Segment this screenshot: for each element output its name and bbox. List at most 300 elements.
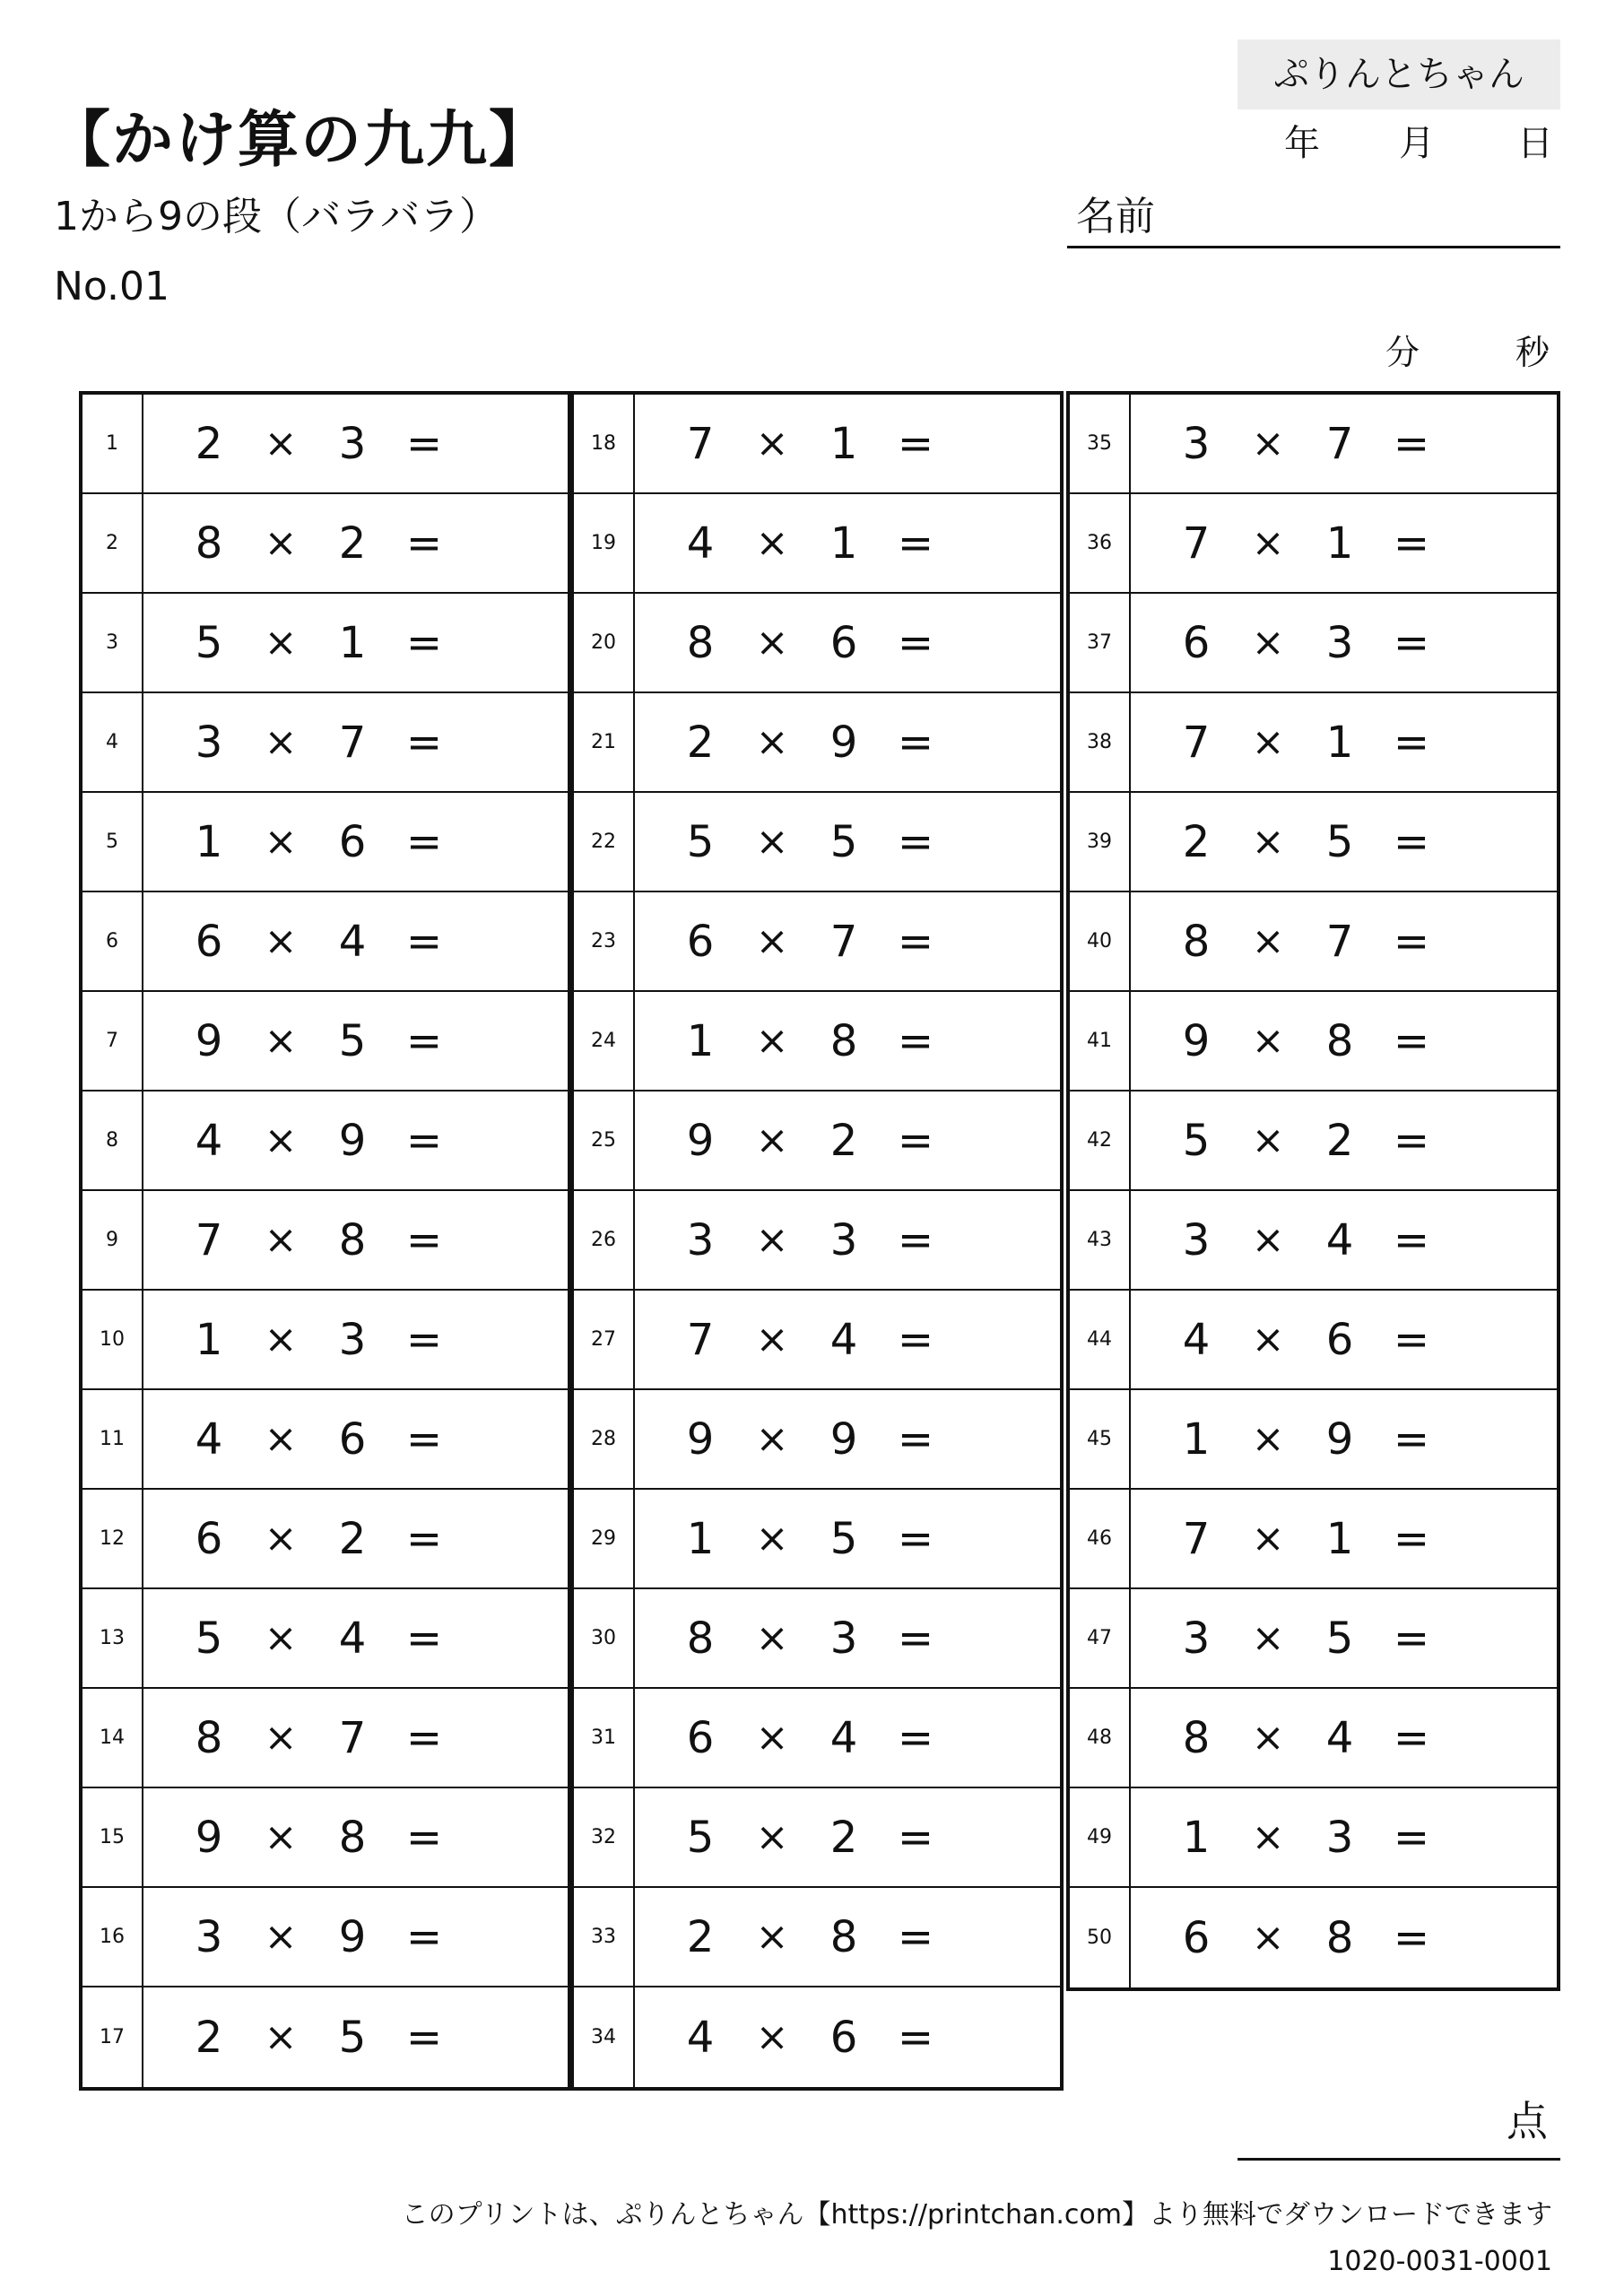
problem-number: 40 [1070, 892, 1131, 990]
footer-code: 1020-0031-0001 [1327, 2246, 1552, 2277]
multiplicand: 8 [195, 517, 223, 569]
multiplicand: 9 [195, 1812, 223, 1863]
problem-expression [633, 1390, 1060, 1488]
multiplicand: 7 [1182, 1513, 1211, 1564]
multiplicand: 1 [1182, 1812, 1211, 1863]
times-sign: × [755, 520, 789, 566]
multiplicand: 5 [686, 816, 715, 867]
problem-number: 38 [1070, 693, 1131, 791]
multiplicand: 8 [1182, 916, 1211, 967]
problem-expression [1129, 892, 1557, 990]
multiplicand: 8 [686, 617, 715, 668]
times-sign: × [264, 620, 298, 665]
problem-number: 41 [1070, 992, 1131, 1090]
multiplicand: 8 [686, 1613, 715, 1664]
problem-row [1070, 992, 1557, 1091]
multiplier: 4 [829, 1712, 858, 1763]
equals-sign: = [897, 517, 934, 569]
problem-expression [633, 892, 1060, 990]
equals-sign: = [405, 1314, 443, 1365]
multiplicand: 4 [686, 2012, 715, 2063]
multiplier: 9 [829, 717, 858, 768]
problem-number: 29 [574, 1490, 635, 1587]
problem-number: 6 [83, 892, 143, 990]
multiplier: 6 [829, 2012, 858, 2063]
times-sign: × [755, 421, 789, 466]
multiplicand: 1 [195, 816, 223, 867]
multiplicand: 1 [686, 1513, 715, 1564]
problem-expression [633, 494, 1060, 592]
multiplier: 5 [829, 1513, 858, 1564]
problem-expression [1129, 395, 1557, 492]
problem-row [574, 992, 1060, 1091]
multiplier: 3 [1325, 1812, 1354, 1863]
problem-number: 49 [1070, 1788, 1131, 1886]
equals-sign: = [897, 2012, 934, 2063]
times-sign: × [264, 1118, 298, 1163]
equals-sign: = [897, 717, 934, 768]
times-sign: × [264, 520, 298, 566]
problem-number: 50 [1070, 1888, 1131, 1987]
times-sign: × [755, 1118, 789, 1163]
problem-row [83, 1788, 568, 1888]
multiplicand: 6 [686, 916, 715, 967]
problem-row [1070, 1291, 1557, 1390]
problem-expression [1129, 1888, 1557, 1987]
times-sign: × [755, 918, 789, 964]
problem-row [1070, 1788, 1557, 1888]
problem-row [83, 1390, 568, 1490]
problem-expression [633, 1490, 1060, 1587]
multiplier: 9 [1325, 1413, 1354, 1465]
equals-sign: = [405, 418, 443, 469]
equals-sign: = [405, 1513, 443, 1564]
problem-row [1070, 494, 1557, 594]
multiplier: 1 [829, 418, 858, 469]
problem-expression [633, 693, 1060, 791]
problem-column [79, 391, 571, 2091]
times-sign: × [755, 1615, 789, 1661]
problem-number: 13 [83, 1589, 143, 1687]
multiplier: 2 [1325, 1115, 1354, 1166]
problem-expression [142, 992, 568, 1090]
problem-row [83, 1888, 568, 1987]
problem-expression [1129, 793, 1557, 891]
equals-sign: = [405, 617, 443, 668]
problem-number: 44 [1070, 1291, 1131, 1388]
problem-row [574, 693, 1060, 793]
multiplicand: 2 [195, 2012, 223, 2063]
equals-sign: = [1393, 517, 1430, 569]
problem-number: 1 [83, 395, 143, 492]
problem-expression [142, 693, 568, 791]
score-label: 点 [1507, 2097, 1548, 2145]
problem-row [1070, 594, 1557, 693]
equals-sign: = [1393, 617, 1430, 668]
problem-expression [633, 1888, 1060, 1986]
times-sign: × [1251, 918, 1285, 964]
problem-expression [633, 992, 1060, 1090]
times-sign: × [1251, 520, 1285, 566]
problem-expression [633, 1291, 1060, 1388]
times-sign: × [755, 1416, 789, 1462]
problem-row [574, 1689, 1060, 1788]
times-sign: × [755, 1814, 789, 1860]
problem-number: 20 [574, 594, 635, 691]
problem-number: 33 [574, 1888, 635, 1986]
problem-number: 23 [574, 892, 635, 990]
problem-number: 43 [1070, 1191, 1131, 1289]
problem-number: 34 [574, 1987, 635, 2087]
multiplier: 4 [338, 916, 367, 967]
worksheet-subtitle: 1から9の段（バラバラ） [54, 194, 499, 239]
problem-expression [633, 395, 1060, 492]
times-sign: × [264, 719, 298, 765]
problem-row [83, 892, 568, 992]
times-sign: × [1251, 1915, 1285, 1961]
problem-number: 35 [1070, 395, 1131, 492]
problem-number: 5 [83, 793, 143, 891]
multiplier: 2 [829, 1115, 858, 1166]
problem-expression [142, 1987, 568, 2087]
times-sign: × [755, 1317, 789, 1362]
times-sign: × [1251, 1018, 1285, 1064]
problem-expression [1129, 1191, 1557, 1289]
multiplicand: 7 [686, 1314, 715, 1365]
problem-expression [142, 892, 568, 990]
times-sign: × [755, 1715, 789, 1761]
multiplicand: 9 [195, 1015, 223, 1066]
multiplier: 3 [829, 1613, 858, 1664]
equals-sign: = [1393, 1015, 1430, 1066]
problem-number: 10 [83, 1291, 143, 1388]
multiplicand: 5 [1182, 1115, 1211, 1166]
multiplier: 5 [1325, 1613, 1354, 1664]
equals-sign: = [897, 1015, 934, 1066]
times-sign: × [264, 1615, 298, 1661]
times-sign: × [1251, 719, 1285, 765]
problem-expression [1129, 1788, 1557, 1886]
equals-sign: = [405, 2012, 443, 2063]
times-sign: × [264, 819, 298, 865]
multiplier: 3 [338, 418, 367, 469]
multiplicand: 3 [195, 1911, 223, 1962]
problem-expression [1129, 1689, 1557, 1787]
problem-row [1070, 395, 1557, 494]
problem-number: 8 [83, 1091, 143, 1189]
problem-number: 21 [574, 693, 635, 791]
problem-number: 47 [1070, 1589, 1131, 1687]
times-sign: × [1251, 421, 1285, 466]
equals-sign: = [405, 1812, 443, 1863]
problem-expression [142, 1788, 568, 1886]
multiplier: 9 [338, 1115, 367, 1166]
equals-sign: = [897, 1115, 934, 1166]
multiplicand: 8 [195, 1712, 223, 1763]
problem-row [574, 1788, 1060, 1888]
equals-sign: = [405, 816, 443, 867]
multiplier: 6 [338, 816, 367, 867]
problem-row [1070, 1689, 1557, 1788]
problem-row [1070, 693, 1557, 793]
equals-sign: = [897, 1513, 934, 1564]
problem-expression [1129, 1291, 1557, 1388]
multiplier: 6 [1325, 1314, 1354, 1365]
multiplier: 7 [1325, 418, 1354, 469]
problem-row [83, 1689, 568, 1788]
problem-column [570, 391, 1064, 2091]
problem-row [83, 494, 568, 594]
times-sign: × [1251, 1516, 1285, 1561]
times-sign: × [264, 1914, 298, 1960]
times-sign: × [1251, 1615, 1285, 1661]
equals-sign: = [405, 1911, 443, 1962]
name-line [1067, 246, 1560, 248]
problem-number: 42 [1070, 1091, 1131, 1189]
equals-sign: = [897, 1911, 934, 1962]
multiplier: 5 [829, 816, 858, 867]
times-sign: × [755, 2014, 789, 2060]
problem-number: 27 [574, 1291, 635, 1388]
multiplier: 8 [1325, 1912, 1354, 1963]
problem-expression [142, 1888, 568, 1986]
problem-number: 7 [83, 992, 143, 1090]
problem-expression [142, 594, 568, 691]
problem-number: 26 [574, 1191, 635, 1289]
multiplicand: 3 [1182, 418, 1211, 469]
problem-row [1070, 793, 1557, 892]
times-sign: × [1251, 1814, 1285, 1860]
multiplicand: 7 [195, 1214, 223, 1265]
problem-expression [1129, 992, 1557, 1090]
multiplier: 3 [338, 1314, 367, 1365]
problem-number: 11 [83, 1390, 143, 1488]
problem-row [574, 793, 1060, 892]
problem-expression [1129, 594, 1557, 691]
date-day-label: 日 [1517, 123, 1553, 164]
problem-number: 17 [83, 1987, 143, 2087]
problem-row [1070, 1888, 1557, 1987]
multiplier: 7 [338, 717, 367, 768]
problem-number: 28 [574, 1390, 635, 1488]
problem-row [1070, 1589, 1557, 1689]
problem-row [83, 1589, 568, 1689]
problem-row [83, 594, 568, 693]
times-sign: × [755, 1914, 789, 1960]
multiplier: 1 [1325, 517, 1354, 569]
equals-sign: = [897, 1812, 934, 1863]
problem-expression [142, 1091, 568, 1189]
multiplier: 1 [829, 517, 858, 569]
multiplicand: 4 [195, 1413, 223, 1465]
equals-sign: = [897, 418, 934, 469]
multiplicand: 4 [195, 1115, 223, 1166]
multiplicand: 3 [1182, 1214, 1211, 1265]
problem-expression [633, 1689, 1060, 1787]
multiplier: 9 [829, 1413, 858, 1465]
problem-row [574, 1291, 1060, 1390]
times-sign: × [264, 421, 298, 466]
problem-row [574, 892, 1060, 992]
multiplier: 2 [338, 1513, 367, 1564]
equals-sign: = [1393, 418, 1430, 469]
times-sign: × [1251, 1416, 1285, 1462]
problem-number: 22 [574, 793, 635, 891]
problem-expression [1129, 494, 1557, 592]
times-sign: × [264, 1516, 298, 1561]
equals-sign: = [897, 1712, 934, 1763]
time-minutes-label: 分 [1385, 333, 1420, 372]
problem-number: 19 [574, 494, 635, 592]
multiplier: 2 [338, 517, 367, 569]
problem-number: 36 [1070, 494, 1131, 592]
problem-row [1070, 1490, 1557, 1589]
multiplier: 8 [1325, 1015, 1354, 1066]
problem-number: 31 [574, 1689, 635, 1787]
problem-row [83, 1987, 568, 2087]
multiplicand: 9 [686, 1413, 715, 1465]
problem-expression [633, 1091, 1060, 1189]
multiplier: 6 [338, 1413, 367, 1465]
problem-row [574, 594, 1060, 693]
multiplicand: 5 [195, 1613, 223, 1664]
equals-sign: = [1393, 1115, 1430, 1166]
equals-sign: = [1393, 1314, 1430, 1365]
multiplier: 5 [1325, 816, 1354, 867]
equals-sign: = [1393, 1513, 1430, 1564]
times-sign: × [755, 719, 789, 765]
multiplier: 3 [829, 1214, 858, 1265]
time-seconds-label: 秒 [1515, 333, 1550, 372]
multiplier: 7 [829, 916, 858, 967]
multiplier: 7 [338, 1712, 367, 1763]
problem-number: 9 [83, 1191, 143, 1289]
problem-expression [142, 793, 568, 891]
footer-text: このプリントは、ぷりんとちゃん【https://printchan.com】より無料でダウンロードできます [401, 2199, 1552, 2231]
problem-row [1070, 892, 1557, 992]
multiplicand: 4 [1182, 1314, 1211, 1365]
multiplier: 6 [829, 617, 858, 668]
multiplicand: 7 [686, 418, 715, 469]
problem-expression [1129, 1390, 1557, 1488]
equals-sign: = [1393, 916, 1430, 967]
problem-number: 48 [1070, 1689, 1131, 1787]
problem-number: 24 [574, 992, 635, 1090]
times-sign: × [264, 1217, 298, 1263]
times-sign: × [1251, 1217, 1285, 1263]
multiplicand: 9 [1182, 1015, 1211, 1066]
multiplier: 8 [338, 1214, 367, 1265]
problem-number: 32 [574, 1788, 635, 1886]
worksheet-title: 【かけ算の九九】 [49, 105, 552, 176]
problem-row [83, 1091, 568, 1191]
problem-expression [142, 1390, 568, 1488]
multiplicand: 5 [686, 1812, 715, 1863]
equals-sign: = [1393, 1712, 1430, 1763]
problem-number: 39 [1070, 793, 1131, 891]
problem-expression [142, 1490, 568, 1587]
multiplicand: 6 [686, 1712, 715, 1763]
equals-sign: = [405, 717, 443, 768]
equals-sign: = [405, 1115, 443, 1166]
equals-sign: = [405, 1613, 443, 1664]
times-sign: × [264, 1814, 298, 1860]
problem-expression [142, 395, 568, 492]
problem-expression [633, 1191, 1060, 1289]
multiplier: 8 [829, 1911, 858, 1962]
times-sign: × [755, 1018, 789, 1064]
equals-sign: = [1393, 1812, 1430, 1863]
problem-row [574, 1987, 1060, 2087]
multiplier: 1 [1325, 1513, 1354, 1564]
multiplicand: 3 [1182, 1613, 1211, 1664]
multiplier: 1 [338, 617, 367, 668]
multiplicand: 3 [686, 1214, 715, 1265]
equals-sign: = [1393, 816, 1430, 867]
multiplier: 8 [338, 1812, 367, 1863]
problem-expression [633, 594, 1060, 691]
multiplicand: 1 [195, 1314, 223, 1365]
problem-number: 18 [574, 395, 635, 492]
times-sign: × [264, 1715, 298, 1761]
equals-sign: = [897, 916, 934, 967]
equals-sign: = [1393, 1413, 1430, 1465]
problem-number: 30 [574, 1589, 635, 1687]
problem-expression [142, 494, 568, 592]
problem-number: 25 [574, 1091, 635, 1189]
multiplicand: 2 [686, 717, 715, 768]
problem-row [83, 1490, 568, 1589]
times-sign: × [1251, 1118, 1285, 1163]
multiplicand: 6 [195, 1513, 223, 1564]
problem-expression [142, 1689, 568, 1787]
problem-number: 4 [83, 693, 143, 791]
times-sign: × [1251, 819, 1285, 865]
equals-sign: = [405, 1015, 443, 1066]
problem-row [83, 395, 568, 494]
times-sign: × [755, 1217, 789, 1263]
problem-expression [633, 1788, 1060, 1886]
problem-number: 15 [83, 1788, 143, 1886]
problem-row [574, 494, 1060, 594]
problem-row [574, 1390, 1060, 1490]
problem-number: 2 [83, 494, 143, 592]
multiplicand: 4 [686, 517, 715, 569]
problem-expression [1129, 1589, 1557, 1687]
times-sign: × [755, 819, 789, 865]
equals-sign: = [405, 1712, 443, 1763]
times-sign: × [264, 1317, 298, 1362]
times-sign: × [1251, 1715, 1285, 1761]
problem-row [1070, 1390, 1557, 1490]
multiplier: 8 [829, 1015, 858, 1066]
problem-number: 12 [83, 1490, 143, 1587]
brand-badge: ぷりんとちゃん [1238, 39, 1560, 109]
problem-row [574, 1589, 1060, 1689]
times-sign: × [1251, 1317, 1285, 1362]
problem-row [1070, 1091, 1557, 1191]
multiplicand: 5 [195, 617, 223, 668]
multiplicand: 6 [1182, 1912, 1211, 1963]
times-sign: × [264, 1416, 298, 1462]
equals-sign: = [897, 1413, 934, 1465]
equals-sign: = [405, 517, 443, 569]
multiplicand: 7 [1182, 717, 1211, 768]
problem-expression [1129, 1091, 1557, 1189]
multiplicand: 6 [1182, 617, 1211, 668]
problem-number: 45 [1070, 1390, 1131, 1488]
problem-number: 37 [1070, 594, 1131, 691]
